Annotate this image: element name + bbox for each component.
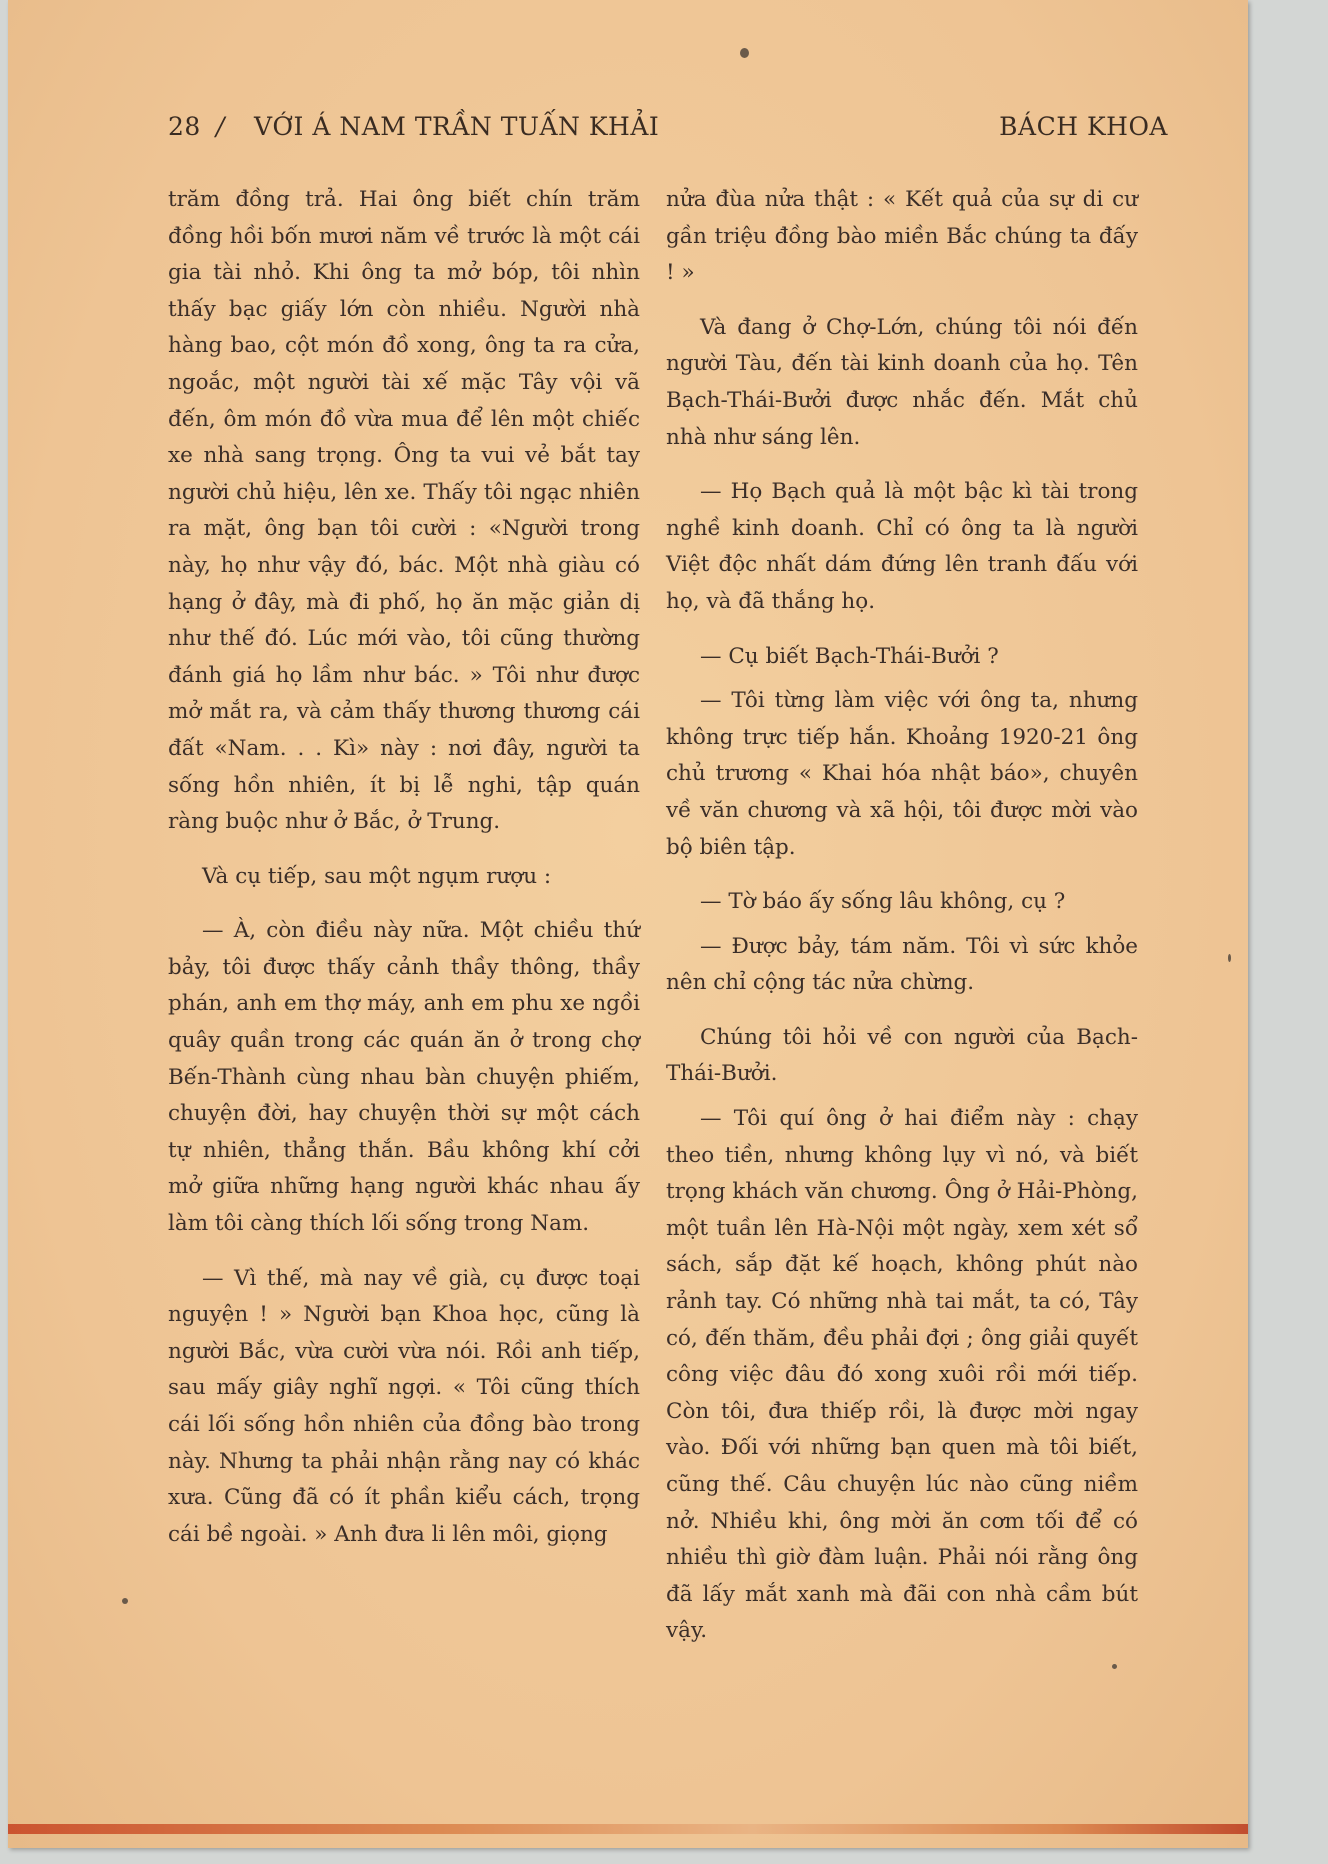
left-column: [168, 182, 640, 1571]
paragraph: Và đang ở Chợ-Lớn, chúng tôi nói đến người Tàu, đến tài kinh doanh của họ. Tên Bạch-Thái-Bưởi được nhắc đến. Mắt chủ nhà như sáng lên.: [666, 314, 1138, 450]
paragraph: — Tôi từng làm việc với ông ta, nhưng không trực tiếp hắn. Khoảng 1920-21 ông chủ trương « Khai hóa nhật báo», chuyên về văn chương và xã hội, tôi được mời vào bộ biên tập.: [666, 688, 1138, 860]
paragraph: — Cụ biết Bạch-Thái-Bưởi ?: [700, 643, 999, 669]
paragraph: — Tôi quí ông ở hai điểm này : chạy theo tiền, nhưng không lụy vì nó, và biết trọng khách văn chương. Ông ở Hải-Phòng, một tuần lên Hà-Nội một ngày, xem xét sổ sách, sắp đặt kế hoạch, không phút nào rảnh tay. Có những nhà tai mắt, ta có, Tây có, đến thăm, đều phải đợi ; ông giải quyết công việc đâu đó xong xuôi rồi mới tiếp. Còn tôi, đưa thiếp rồi, là được mời ngay vào. Đối với những bạn quen mà tôi biết, cũng thế. Câu chuyện lúc nào cũng niềm nở. Nhiều khi, ông mời ăn cơm tối để có nhiều thì giờ đàm luận. Phải nói rằng ông đã lấy mắt xanh mà đãi con nhà cầm bút vậy.: [666, 1106, 1138, 1644]
scanned-page: [8, 0, 1248, 1848]
paragraph: Và cụ tiếp, sau một ngụm rượu :: [202, 863, 552, 889]
paper-speck: [1112, 1664, 1117, 1669]
paragraph: — À, còn điều này nữa. Một chiều thứ bảy, tôi được thấy cảnh thầy thông, thầy phán, anh em thợ máy, anh em phu xe ngồi quây quần trong các quán ăn ở trong chợ Bến-Thành cùng nhau bàn chuyện phiếm, chuyện đời, hay chuyện thời sự một cách tự nhiên, thẳng thắn. Bầu không khí cởi mở giữa những hạng người khác nhau ấy làm tôi càng thích lối sống trong Nam.: [168, 918, 640, 1237]
section-title: VỚI Á NAM TRẦN TUẤN KHẢI: [254, 112, 660, 141]
paragraph: — Vì thế, mà nay về già, cụ được toại nguyện ! » Người bạn Khoa học, cũng là người Bắc, vừa cười vừa nói. Rồi anh tiếp, sau mấy giây nghĩ ngợi. « Tôi cũng thích cái lối sống hồn nhiên của đồng bào trong này. Nhưng ta phải nhận rằng nay có khác xưa. Cũng đã có ít phần kiểu cách, trọng cái bề ngoài. » Anh đưa li lên môi, giọng: [168, 1265, 640, 1547]
paper-speck: [740, 48, 749, 58]
running-head: [168, 112, 1168, 152]
paragraph: nửa đùa nửa thật : « Kết quả của sự di cư gần triệu đồng bào miền Bắc chúng ta đấy ! »: [666, 187, 1138, 286]
right-column: [666, 182, 1138, 1668]
header-separator: /: [216, 112, 225, 141]
magazine-title: BÁCH KHOA: [999, 112, 1168, 141]
paragraph: trăm đồng trả. Hai ông biết chín trăm đồng hồi bốn mươi năm về trước là một cái gia tài nhỏ. Khi ông ta mở bóp, tôi nhìn thấy bạc giấy lớn còn nhiều. Người nhà hàng bao, cột món đồ xong, ông ta ra cửa, ngoắc, một người tài xế mặc Tây vội vã đến, ôm món đồ vừa mua để lên một chiếc xe nhà sang trọng. Ông ta vui vẻ bắt tay người chủ hiệu, lên xe. Thấy tôi ngạc nhiên ra mặt, ông bạn tôi cười : «Người trong này, họ như vậy đó, bác. Một nhà giàu có hạng ở đây, mà đi phố, họ ăn mặc giản dị như thế đó. Lúc mới vào, tôi cũng thường đánh giá họ lầm như bác. » Tôi như được mở mắt ra, và cảm thấy thương thương cái đất «Nam. . . Kì» này : nơi đây, người ta sống hồn nhiên, ít bị lễ nghi, tập quán ràng buộc như ở Bắc, ở Trung.: [168, 187, 640, 835]
paragraph: — Họ Bạch quả là một bậc kì tài trong nghề kinh doanh. Chỉ có ông ta là người Việt độc nhất dám đứng lên tranh đấu với họ, và đã thắng họ.: [666, 479, 1138, 614]
page-number: 28: [168, 112, 201, 141]
paragraph: — Được bảy, tám năm. Tôi vì sức khỏe nên chỉ cộng tác nửa chừng.: [666, 933, 1138, 996]
paper-speck: [1228, 954, 1231, 962]
paper-speck: [122, 1598, 128, 1604]
paragraph: — Tờ báo ấy sống lâu không, cụ ?: [700, 889, 1066, 915]
paragraph: Chúng tôi hỏi về con người của Bạch-Thái-Bưởi.: [666, 1024, 1138, 1087]
edge-stain: [8, 1824, 1248, 1834]
